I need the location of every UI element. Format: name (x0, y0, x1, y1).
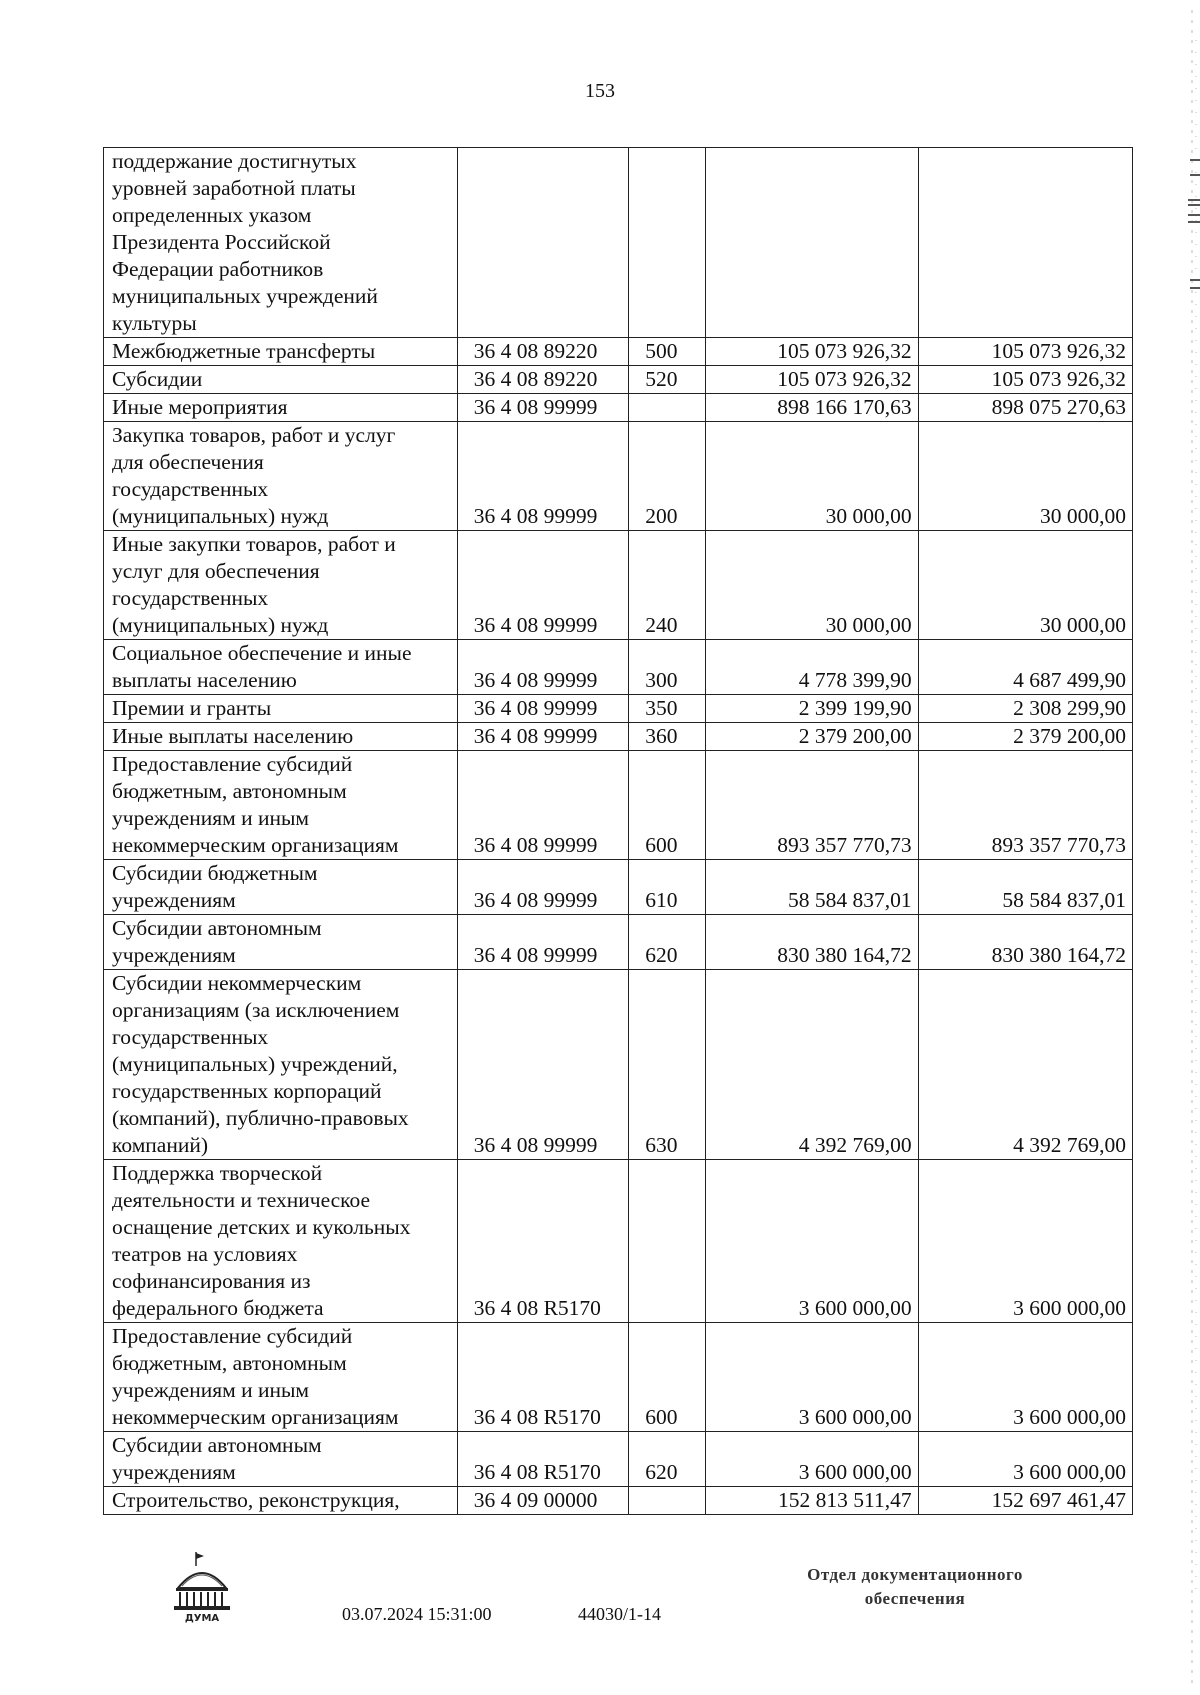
row-name: Закупка товаров, работ и услуг для обеспечения государственных (муниципальных) нужд (104, 422, 458, 531)
row-code: 36 4 08 R5170 (457, 1432, 629, 1487)
table-row (104, 970, 1133, 1160)
row-amount-1: 30 000,00 (706, 422, 918, 531)
budget-table-wrapper (103, 147, 1133, 1515)
row-expense-type (629, 394, 706, 422)
row-expense-type: 600 (629, 1323, 706, 1432)
row-amount-2: 4 392 769,00 (918, 970, 1132, 1160)
duma-building-icon (170, 1550, 234, 1624)
table-row (104, 1160, 1133, 1323)
logo-text: ДУМА (184, 1613, 220, 1624)
row-amount-2: 2 379 200,00 (918, 723, 1132, 751)
row-amount-2: 893 357 770,73 (918, 751, 1132, 860)
row-amount-1: 3 600 000,00 (706, 1432, 918, 1487)
row-amount-2: 105 073 926,32 (918, 338, 1132, 366)
row-name: Субсидии некоммерческим организациям (за исключением государственных (муниципальных) учреждений, государственных корпораций (компаний), публично-правовых компаний) (104, 970, 458, 1160)
row-expense-type: 240 (629, 531, 706, 640)
row-code: 36 4 09 00000 (457, 1487, 629, 1515)
table-row (104, 531, 1133, 640)
table-row (104, 1432, 1133, 1487)
row-amount-2: 830 380 164,72 (918, 915, 1132, 970)
table-row (104, 394, 1133, 422)
table-row (104, 640, 1133, 695)
row-name: Социальное обеспечение и иные выплаты населению (104, 640, 458, 695)
row-amount-1 (706, 148, 918, 338)
row-amount-2: 30 000,00 (918, 422, 1132, 531)
table-row (104, 723, 1133, 751)
row-name: Субсидии автономным учреждениям (104, 1432, 458, 1487)
stamp-line-1: Отдел документационного (807, 1565, 1023, 1584)
table-row (104, 422, 1133, 531)
row-expense-type: 620 (629, 915, 706, 970)
row-amount-1: 4 392 769,00 (706, 970, 918, 1160)
row-expense-type: 500 (629, 338, 706, 366)
row-amount-1: 3 600 000,00 (706, 1160, 918, 1323)
row-amount-1: 58 584 837,01 (706, 860, 918, 915)
row-code: 36 4 08 99999 (457, 915, 629, 970)
row-name: Субсидии автономным учреждениям (104, 915, 458, 970)
row-amount-1: 105 073 926,32 (706, 338, 918, 366)
row-amount-1: 105 073 926,32 (706, 366, 918, 394)
row-amount-1: 152 813 511,47 (706, 1487, 918, 1515)
footer-date: 03.07.2024 15:31:00 (342, 1604, 492, 1624)
duma-logo (170, 1550, 234, 1624)
row-amount-2 (918, 148, 1132, 338)
scan-edge-marks (1176, 0, 1200, 1695)
table-row (104, 338, 1133, 366)
row-amount-1: 893 357 770,73 (706, 751, 918, 860)
table-row (104, 751, 1133, 860)
table-row (104, 148, 1133, 338)
row-name: Предоставление субсидий бюджетным, автономным учреждениям и иным некоммерческим организациям (104, 1323, 458, 1432)
row-amount-1: 2 379 200,00 (706, 723, 918, 751)
row-amount-2: 4 687 499,90 (918, 640, 1132, 695)
row-expense-type: 200 (629, 422, 706, 531)
row-amount-2: 105 073 926,32 (918, 366, 1132, 394)
row-code (457, 148, 629, 338)
row-code: 36 4 08 99999 (457, 422, 629, 531)
footer-reg-number: 44030/1-14 (578, 1604, 661, 1624)
row-code: 36 4 08 99999 (457, 723, 629, 751)
table-row (104, 860, 1133, 915)
row-amount-1: 3 600 000,00 (706, 1323, 918, 1432)
row-code: 36 4 08 99999 (457, 394, 629, 422)
row-amount-1: 30 000,00 (706, 531, 918, 640)
row-expense-type: 350 (629, 695, 706, 723)
row-name: поддержание достигнутых уровней заработной платы определенных указом Президента Российской Федерации работников муниципальных учреждений культуры (104, 148, 458, 338)
budget-table (103, 147, 1133, 1515)
row-expense-type: 520 (629, 366, 706, 394)
row-amount-2: 58 584 837,01 (918, 860, 1132, 915)
page-number: 153 (585, 80, 615, 102)
row-expense-type: 600 (629, 751, 706, 860)
row-code: 36 4 08 99999 (457, 970, 629, 1160)
row-expense-type (629, 1487, 706, 1515)
row-name: Иные мероприятия (104, 394, 458, 422)
row-amount-1: 2 399 199,90 (706, 695, 918, 723)
row-name: Поддержка творческой деятельности и техническое оснащение детских и кукольных театров на условиях софинансирования из федерального бюджета (104, 1160, 458, 1323)
row-code: 36 4 08 89220 (457, 366, 629, 394)
table-row (104, 695, 1133, 723)
row-amount-1: 4 778 399,90 (706, 640, 918, 695)
row-amount-1: 830 380 164,72 (706, 915, 918, 970)
table-row (104, 366, 1133, 394)
row-amount-2: 3 600 000,00 (918, 1432, 1132, 1487)
row-name: Иные выплаты населению (104, 723, 458, 751)
row-expense-type (629, 1160, 706, 1323)
row-code: 36 4 08 99999 (457, 751, 629, 860)
budget-table-body (104, 148, 1133, 1515)
table-row (104, 1487, 1133, 1515)
table-row (104, 1323, 1133, 1432)
row-expense-type: 360 (629, 723, 706, 751)
row-amount-1: 898 166 170,63 (706, 394, 918, 422)
row-amount-2: 3 600 000,00 (918, 1323, 1132, 1432)
row-name: Предоставление субсидий бюджетным, автономным учреждениям и иным некоммерческим организациям (104, 751, 458, 860)
row-name: Субсидии бюджетным учреждениям (104, 860, 458, 915)
row-expense-type: 620 (629, 1432, 706, 1487)
row-expense-type: 300 (629, 640, 706, 695)
row-code: 36 4 08 89220 (457, 338, 629, 366)
department-stamp (760, 1563, 1070, 1611)
row-expense-type: 610 (629, 860, 706, 915)
row-expense-type: 630 (629, 970, 706, 1160)
row-amount-2: 3 600 000,00 (918, 1160, 1132, 1323)
row-amount-2: 898 075 270,63 (918, 394, 1132, 422)
row-name: Строительство, реконструкция, (104, 1487, 458, 1515)
row-code: 36 4 08 99999 (457, 531, 629, 640)
row-name: Межбюджетные трансферты (104, 338, 458, 366)
row-amount-2: 30 000,00 (918, 531, 1132, 640)
row-code: 36 4 08 99999 (457, 695, 629, 723)
row-amount-2: 2 308 299,90 (918, 695, 1132, 723)
table-row (104, 915, 1133, 970)
row-amount-2: 152 697 461,47 (918, 1487, 1132, 1515)
row-code: 36 4 08 R5170 (457, 1323, 629, 1432)
row-code: 36 4 08 99999 (457, 640, 629, 695)
stamp-line-2: обеспечения (864, 1589, 966, 1608)
row-code: 36 4 08 99999 (457, 860, 629, 915)
row-expense-type (629, 148, 706, 338)
row-name: Иные закупки товаров, работ и услуг для обеспечения государственных (муниципальных) нужд (104, 531, 458, 640)
row-name: Премии и гранты (104, 695, 458, 723)
row-code: 36 4 08 R5170 (457, 1160, 629, 1323)
row-name: Субсидии (104, 366, 458, 394)
